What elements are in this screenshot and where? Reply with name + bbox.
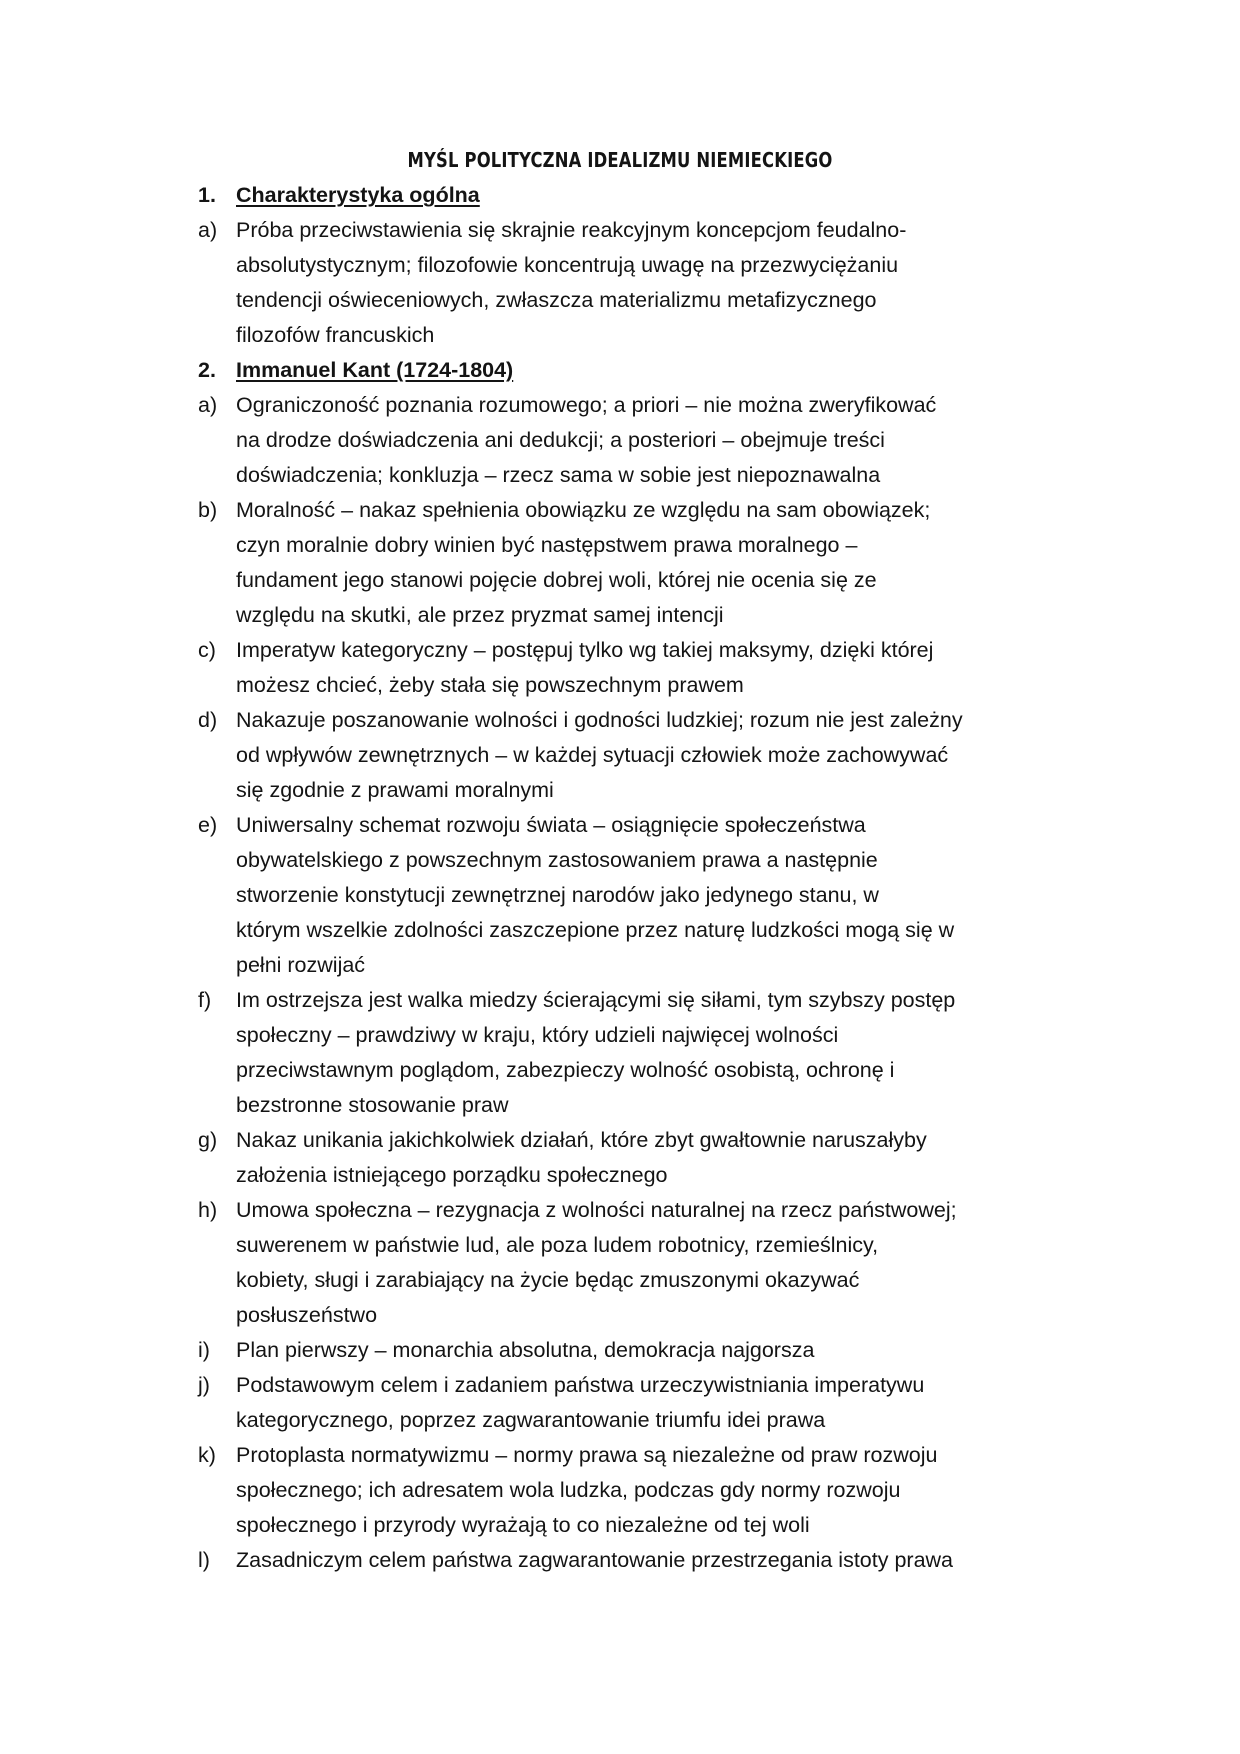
text-line: Próba przeciwstawienia się skrajnie reakcyjnym koncepcjom feudalno- <box>236 218 907 242</box>
list-item <box>198 1368 1018 1438</box>
list-item-marker: a) <box>198 218 218 242</box>
list-item-text <box>236 1438 1018 1543</box>
section-number: 2. <box>198 358 216 382</box>
list-item-marker: j) <box>198 1373 210 1397</box>
text-line: bezstronne stosowanie praw <box>236 1093 509 1117</box>
list-item <box>198 703 1018 808</box>
list-item <box>198 388 1018 493</box>
text-line: kobiety, sługi i zarabiający na życie będąc zmuszonymi okazywać <box>236 1268 860 1292</box>
document-title: MYŚL POLITYCZNA IDEALIZMU NIEMIECKIEGO <box>407 148 833 172</box>
list-item-marker: k) <box>198 1443 216 1467</box>
list-item <box>198 1543 1018 1578</box>
list-item <box>198 213 1018 353</box>
list-item-text <box>236 1123 1018 1193</box>
text-line: Podstawowym celem i zadaniem państwa urzeczywistniania imperatywu <box>236 1373 925 1397</box>
list-item-text <box>236 1333 1018 1368</box>
text-line: czyn moralnie dobry winien być następstwem prawa moralnego – <box>236 533 858 557</box>
text-line: fundament jego stanowi pojęcie dobrej woli, której nie ocenia się ze <box>236 568 877 592</box>
section-heading: Immanuel Kant (1724-1804) <box>236 358 514 382</box>
text-line: się zgodnie z prawami moralnymi <box>236 778 554 802</box>
text-line: kategorycznego, poprzez zagwarantowanie triumfu idei prawa <box>236 1408 826 1432</box>
text-line: Imperatyw kategoryczny – postępuj tylko wg takiej maksymy, dzięki której <box>236 638 934 662</box>
text-line: Nakazuje poszanowanie wolności i godności ludzkiej; rozum nie jest zależny <box>236 708 963 732</box>
list-item <box>198 1193 1018 1333</box>
text-line: przeciwstawnym poglądom, zabezpieczy wolność osobistą, ochronę i <box>236 1058 895 1082</box>
list-item-text <box>236 1193 1018 1333</box>
text-line: Nakaz unikania jakichkolwiek działań, które zbyt gwałtownie naruszałyby <box>236 1128 927 1152</box>
list-item-text <box>236 703 1018 808</box>
list-item-marker: i) <box>198 1338 210 1362</box>
text-line: od wpływów zewnętrznych – w każdej sytuacji człowiek może zachowywać <box>236 743 949 767</box>
list-item-marker: a) <box>198 393 218 417</box>
text-line: Moralność – nakaz spełnienia obowiązku ze względu na sam obowiązek; <box>236 498 931 522</box>
text-line: możesz chcieć, żeby stała się powszechnym prawem <box>236 673 744 697</box>
list-item-text <box>236 983 1018 1123</box>
list-item <box>198 983 1018 1123</box>
list-item-text <box>236 493 1018 633</box>
section-number: 1. <box>198 183 216 207</box>
list-item-marker: c) <box>198 638 216 662</box>
list-item-marker: b) <box>198 498 218 522</box>
section-heading: Charakterystyka ogólna <box>236 183 480 207</box>
section-heading-row <box>198 353 1018 388</box>
text-line: Im ostrzejsza jest walka miedzy ścierającymi się siłami, tym szybszy postęp <box>236 988 956 1012</box>
text-line: na drodze doświadczenia ani dedukcji; a posteriori – obejmuje treści <box>236 428 885 452</box>
text-line: suwerenem w państwie lud, ale poza ludem robotnicy, rzemieślnicy, <box>236 1233 879 1257</box>
text-line: Plan pierwszy – monarchia absolutna, demokracja najgorsza <box>236 1338 815 1362</box>
list-item <box>198 633 1018 703</box>
list-item-text <box>236 388 1018 493</box>
list-item-text <box>236 213 1018 353</box>
text-line: względu na skutki, ale przez pryzmat samej intencji <box>236 603 724 627</box>
list-item-text <box>236 633 1018 703</box>
text-line: Protoplasta normatywizmu – normy prawa są niezależne od praw rozwoju <box>236 1443 938 1467</box>
list-item-text <box>236 1368 1018 1438</box>
text-line: społecznego; ich adresatem wola ludzka, podczas gdy normy rozwoju <box>236 1478 901 1502</box>
text-line: Umowa społeczna – rezygnacja z wolności naturalnej na rzecz państwowej; <box>236 1198 957 1222</box>
list-item-text <box>236 808 1018 983</box>
list-item <box>198 1438 1018 1543</box>
document-body <box>198 178 1018 1578</box>
text-line: posłuszeństwo <box>236 1303 378 1327</box>
list-item-marker: g) <box>198 1128 218 1152</box>
text-line: Uniwersalny schemat rozwoju świata – osiągnięcie społeczeństwa <box>236 813 866 837</box>
text-line: założenia istniejącego porządku społecznego <box>236 1163 668 1187</box>
text-line: obywatelskiego z powszechnym zastosowaniem prawa a następnie <box>236 848 878 872</box>
text-line: społecznego i przyrody wyrażają to co niezależne od tej woli <box>236 1513 810 1537</box>
section-heading-row <box>198 178 1018 213</box>
list-item-marker: d) <box>198 708 218 732</box>
list-item-marker: l) <box>198 1548 210 1572</box>
text-line: stworzenie konstytucji zewnętrznej narodów jako jedynego stanu, w <box>236 883 879 907</box>
text-line: społeczny – prawdziwy w kraju, który udzieli najwięcej wolności <box>236 1023 839 1047</box>
text-line: którym wszelkie zdolności zaszczepione przez naturę ludzkości mogą się w <box>236 918 955 942</box>
list-item-marker: f) <box>198 988 212 1012</box>
list-item-text <box>236 1543 1018 1578</box>
list-item <box>198 1123 1018 1193</box>
text-line: Ograniczoność poznania rozumowego; a priori – nie można zweryfikować <box>236 393 937 417</box>
text-line: filozofów francuskich <box>236 323 435 347</box>
text-line: Zasadniczym celem państwa zagwarantowanie przestrzegania istoty prawa <box>236 1548 954 1572</box>
list-item <box>198 808 1018 983</box>
list-item <box>198 1333 1018 1368</box>
list-item <box>198 493 1018 633</box>
list-item-marker: h) <box>198 1198 218 1222</box>
text-line: doświadczenia; konkluzja – rzecz sama w sobie jest niepoznawalna <box>236 463 881 487</box>
text-line: pełni rozwijać <box>236 953 366 977</box>
text-line: tendencji oświeceniowych, zwłaszcza materializmu metafizycznego <box>236 288 877 312</box>
list-item-marker: e) <box>198 813 218 837</box>
text-line: absolutystycznym; filozofowie koncentrują uwagę na przezwyciężaniu <box>236 253 899 277</box>
